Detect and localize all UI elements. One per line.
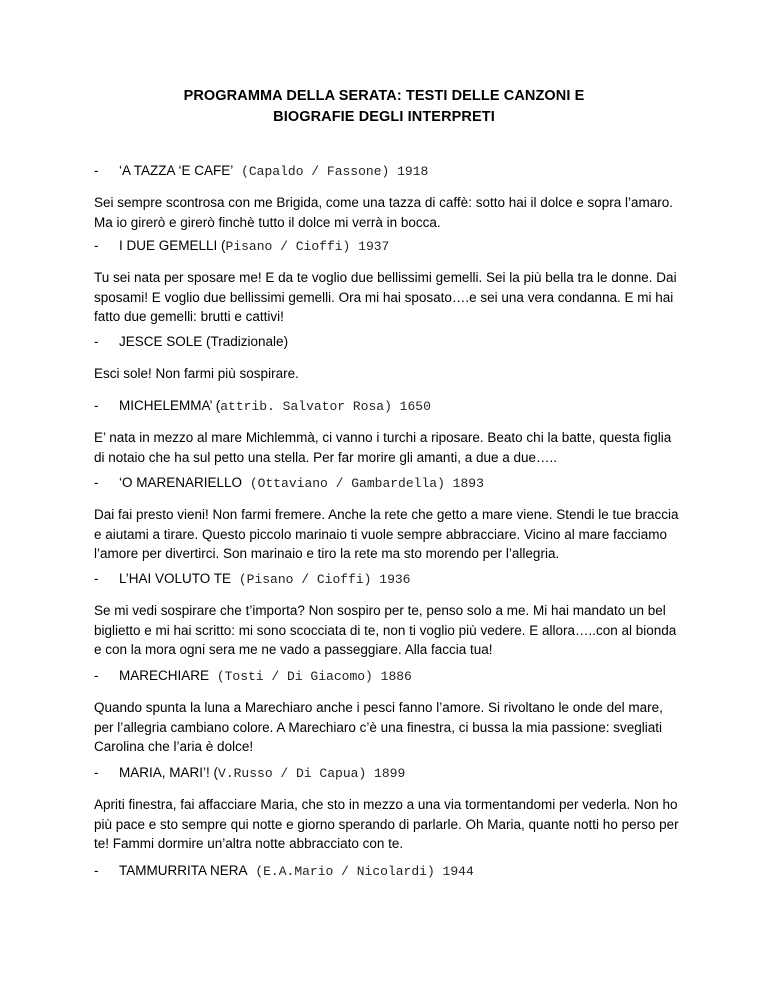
list-dash: - xyxy=(94,238,99,253)
song-credits: (E.A.Mario / Nicolardi) 1944 xyxy=(247,864,474,879)
song-heading-l-hai-voluto-te xyxy=(94,570,410,589)
song-title: MICHELEMMA’ ( xyxy=(119,398,221,413)
song-title: MARIA, MARI’! ( xyxy=(119,765,219,780)
song-credits: (Capaldo / Fassone) 1918 xyxy=(233,164,429,179)
song-heading-o-marenariello xyxy=(94,474,484,493)
song-heading-marechiare xyxy=(94,667,412,686)
title-line-1: PROGRAMMA DELLA SERATA: TESTI DELLE CANZONI E xyxy=(183,88,585,104)
song-credits: (Tosti / Di Giacomo) 1886 xyxy=(209,669,412,684)
list-dash: - xyxy=(94,765,99,780)
list-dash: - xyxy=(94,571,99,586)
song-heading-michelemma xyxy=(94,397,431,416)
song-heading-a-tazza-e-cafe xyxy=(94,162,428,181)
list-dash: - xyxy=(94,475,99,490)
title-line-2: BIOGRAFIE DEGLI INTERPRETI xyxy=(273,109,495,125)
song-credits: (Pisano / Cioffi) 1936 xyxy=(231,572,411,587)
song-credits: V.Russo / Di Capua) 1899 xyxy=(218,766,406,781)
song-title: TAMMURRITA NERA xyxy=(119,863,248,878)
document-title xyxy=(0,86,768,128)
song-heading-jesce-sole xyxy=(94,333,288,352)
song-title: ‘A TAZZA ‘E CAFE’ xyxy=(119,163,234,178)
song-title: I DUE GEMELLI ( xyxy=(119,238,226,253)
song-heading-maria-mari xyxy=(94,764,405,783)
song-text-marechiare: Quando spunta la luna a Marechiaro anche i pesci fanno l’amore. Si rivoltano le onde del mare, per l’allegria cambiano colore. A Marechiaro c’è una finestra, ci bussa la mia passione: svegliati Carolina che l’aria è dolce! xyxy=(94,700,663,754)
list-dash: - xyxy=(94,863,99,878)
list-dash: - xyxy=(94,163,99,178)
list-dash: - xyxy=(94,398,99,413)
song-text-a-tazza-e-cafe: Sei sempre scontrosa con me Brigida, come una tazza di caffè: sotto hai il dolce e sopra l’amaro. Ma io girerò e girerò finchè tutto il dolce mi verrà in bocca. xyxy=(94,195,674,230)
song-text-i-due-gemelli: Tu sei nata per sposare me! E da te voglio due bellissimi gemelli. Sei la più bella tra le donne. Dai sposami! E voglio due bellissimi gemelli. Ora mi hai sposato….e sei una vera condanna. E mi hai fatto due gemelli: brutti e cattivi! xyxy=(94,270,677,324)
song-text-l-hai-voluto-te: Se mi vedi sospirare che t’importa? Non sospiro per te, penso solo a me. Mi hai mandato un bel biglietto e mi hai scritto: mi sono scocciata di te, non ti voglio più vedere. E allora…..con al bionda e con la mora ogni sera me ne vado a passeggiare. Alla faccia tua! xyxy=(94,603,677,657)
song-title: MARECHIARE xyxy=(119,668,210,683)
song-credits: Pisano / Cioffi) 1937 xyxy=(225,239,390,254)
song-heading-tammurrita-nera xyxy=(94,862,474,881)
song-text-michelemma: E’ nata in mezzo al mare Michlemmà, ci vanno i turchi a riposare. Beato chi la batte, questa figlia di notaio che ha sul petto una stella. Per far morire gli amanti, a due a due….. xyxy=(94,430,672,465)
song-title: ‘O MARENARIELLO xyxy=(119,475,243,490)
song-text-maria-mari: Apriti finestra, fai affacciare Maria, che sto in mezzo a una via tormentandomi per vederla. Non ho più pace e sto sempre qui notte e giorno sperando di parlarle. Oh Maria, quante notti ho perso per te! Fammi dormire un’altra notte abbracciato con te. xyxy=(94,797,679,851)
song-text-o-marenariello: Dai fai presto vieni! Non farmi fremere. Anche la rete che getto a mare viene. Stendi le tue braccia e aiutami a tirare. Questo piccolo marinaio ti vuole sempre abbracciare. Vicino al mare facciamo l’amore per divertirci. Son marinaio e tiro la rete ma sto morendo per l’allegria. xyxy=(94,507,679,561)
song-text-jesce-sole: Esci sole! Non farmi più sospirare. xyxy=(94,366,299,381)
list-dash: - xyxy=(94,668,99,683)
song-title: L’HAI VOLUTO TE xyxy=(119,571,232,586)
song-heading-i-due-gemelli xyxy=(94,237,389,256)
song-title: JESCE SOLE (Tradizionale) xyxy=(119,334,289,349)
list-dash: - xyxy=(94,334,99,349)
song-credits: attrib. Salvator Rosa) 1650 xyxy=(220,399,431,414)
song-credits: (Ottaviano / Gambardella) 1893 xyxy=(242,476,484,491)
